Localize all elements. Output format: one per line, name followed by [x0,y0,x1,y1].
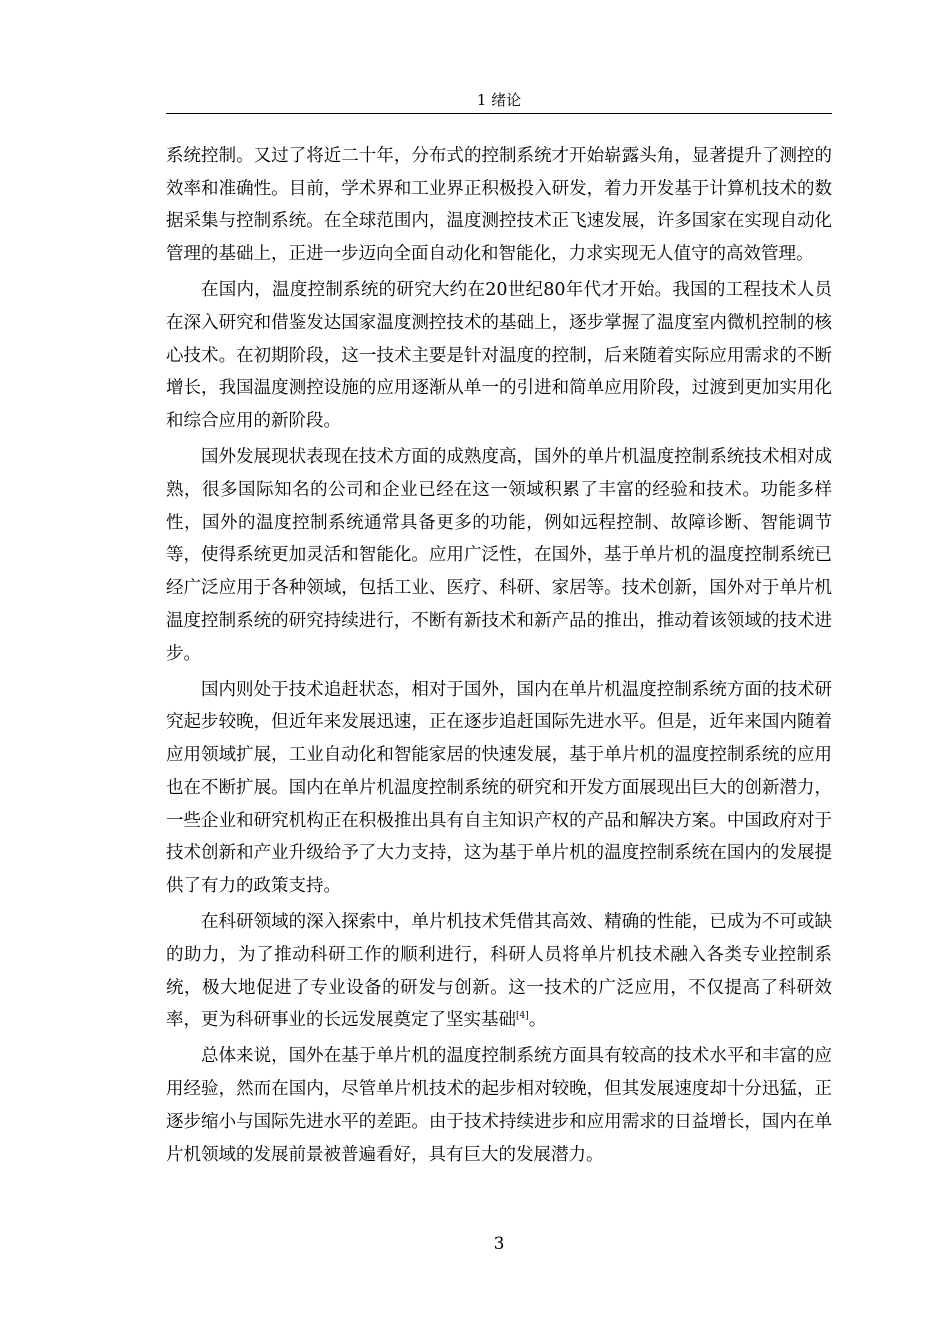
paragraph-summary: 总体来说，国外在基于单片机的温度控制系统方面具有较高的技术水平和丰富的应用经验，然而在国内，尽管单片机技术的起步相对较晚，但其发展速度却十分迅猛，正逐步缩小与国际先进水平的差距。由于技术持续进步和应用需求的日益增长，国内在单片机领域的发展前景被普遍看好，具有巨大的发展潜力。 [166,1046,832,1165]
paragraph-research-application [166,906,832,1037]
citation-reference: [4] [516,1011,529,1022]
page-header-title: 1 绪论 [476,91,522,109]
paragraph-research-tail: 。 [528,1010,547,1031]
header-divider [166,113,832,114]
page-number: 3 [493,1234,505,1254]
body-text [166,140,832,1175]
paragraph-continuation: 系统控制。又过了将近二十年，分布式的控制系统才开始崭露头角，显著提升了测控的效率和准确性。目前，学术界和工业界正积极投入研发，着力开发基于计算机技术的数据采集与控制系统。在全球范围内，温度测控技术正飞速发展，许多国家在实现自动化管理的基础上，正进一步迈向全面自动化和智能化，力求实现无人值守的高效管理。 [166,146,832,265]
paragraph-foreign-status: 国外发展现状表现在技术方面的成熟度高，国外的单片机温度控制系统技术相对成熟，很多国际知名的公司和企业已经在这一领域积累了丰富的经验和技术。功能多样性，国外的温度控制系统通常具备更多的功能，例如远程控制、故障诊断、智能调节等，使得系统更加灵活和智能化。应用广泛性，在国外，基于单片机的温度控制系统已经广泛应用于各种领域，包括工业、医疗、科研、家居等。技术创新，国外对于单片机温度控制系统的研究持续进行，不断有新技术和新产品的推出，推动着该领域的技术进步。 [166,447,832,664]
paragraph-domestic-status: 国内则处于技术追赶状态，相对于国外，国内在单片机温度控制系统方面的技术研究起步较晚，但近年来发展迅速，正在逐步追赶国际先进水平。但是，近年来国内随着应用领域扩展，工业自动化和智能家居的快速发展，基于单片机的温度控制系统的应用也在不断扩展。国内在单片机温度控制系统的研究和开发方面展现出巨大的创新潜力，一些企业和研究机构正在积极推出具有自主知识产权的产品和解决方案。中国政府对于技术创新和产业升级给予了大力支持，这为基于单片机的温度控制系统在国内的发展提供了有力的政策支持。 [166,679,832,896]
paragraph-research-text: 在科研领域的深入探索中，单片机技术凭借其高效、精确的性能，已成为不可或缺的助力，为了推动科研工作的顺利进行，科研人员将单片机技术融入各类专业控制系统，极大地促进了专业设备的研发与创新。这一技术的广泛应用，不仅提高了科研效率，更为科研事业的长远发展奠定了坚实基础 [166,912,832,1031]
paragraph-domestic-history: 在国内，温度控制系统的研究大约在20世纪80年代才开始。我国的工程技术人员在深入研究和借鉴发达国家温度测控技术的基础上，逐步掌握了温度室内微机控制的核心技术。在初期阶段，这一技术主要是针对温度的控制，后来随着实际应用需求的不断增长，我国温度测控设施的应用逐渐从单一的引进和简单应用阶段，过渡到更加实用化和综合应用的新阶段。 [166,280,832,432]
